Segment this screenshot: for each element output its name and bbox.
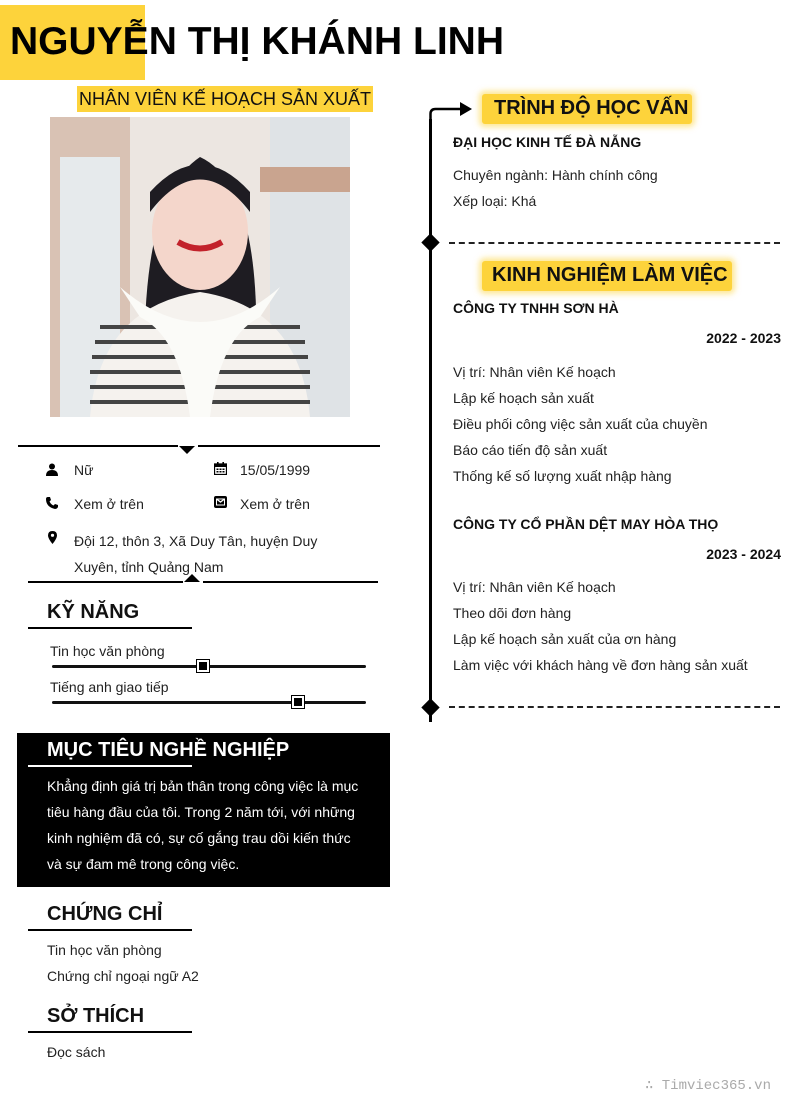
- job-title: NHÂN VIÊN KẾ HOẠCH SẢN XUẤT: [77, 86, 373, 112]
- skill-slider-track: [52, 701, 366, 704]
- watermark: ∴ Timviec365.vn: [644, 1078, 771, 1094]
- phone-value: Xem ở trên: [74, 496, 144, 512]
- portrait-image: [50, 117, 350, 417]
- triangle-down-icon: [179, 446, 195, 454]
- career-goal-underline: [28, 765, 192, 767]
- profile-photo: [50, 117, 350, 417]
- skills-heading: KỸ NĂNG: [47, 601, 140, 623]
- hobby-item: Đọc sách: [47, 1044, 106, 1060]
- skill-slider-track: [52, 665, 366, 668]
- email-value: Xem ở trên: [240, 496, 310, 512]
- certificates-underline: [28, 929, 192, 931]
- contact-top-rule-right: [198, 445, 380, 447]
- candidate-name: NGUYỄN THỊ KHÁNH LINH: [10, 20, 504, 63]
- timeline-line: [429, 119, 432, 722]
- job-company: CÔNG TY TNHH SƠN HÀ: [453, 300, 619, 316]
- timeline-arrow-icon: [426, 100, 476, 124]
- skill-label: Tin học văn phòng: [50, 643, 165, 659]
- certificate-item: Chứng chỉ ngoại ngữ A2: [47, 968, 199, 984]
- skill-label: Tiếng anh giao tiếp: [50, 679, 169, 695]
- skill-slider-knob[interactable]: [197, 660, 209, 672]
- user-icon: [45, 462, 59, 476]
- timeline-diamond-icon: [421, 233, 439, 251]
- section-divider: [449, 706, 780, 708]
- section-divider: [449, 242, 780, 244]
- career-goal-heading: MỤC TIÊU NGHỀ NGHIỆP: [47, 739, 290, 761]
- hobbies-heading: SỞ THÍCH: [47, 1005, 145, 1027]
- job-line: Báo cáo tiến độ sản xuất: [453, 442, 608, 458]
- education-heading: TRÌNH ĐỘ HỌC VẤN: [494, 97, 689, 119]
- contact-top-rule-left: [18, 445, 178, 447]
- triangle-up-icon: [184, 574, 200, 582]
- job-line: Lập kế hoạch sản xuất: [453, 390, 594, 406]
- hobbies-underline: [28, 1031, 192, 1033]
- job-line: Theo dõi đơn hàng: [453, 605, 572, 621]
- job-line: Lập kế hoạch sản xuất của ơn hàng: [453, 631, 677, 647]
- job-company: CÔNG TY CỔ PHẦN DỆT MAY HÒA THỌ: [453, 516, 719, 532]
- job-line: Thống kế số lượng xuất nhập hàng: [453, 468, 672, 484]
- job-line: Vị trí: Nhân viên Kế hoạch: [453, 579, 616, 595]
- birthday-value: 15/05/1999: [240, 462, 311, 478]
- experience-heading: KINH NGHIỆM LÀM VIỆC: [492, 264, 728, 286]
- skill-slider-knob[interactable]: [292, 696, 304, 708]
- job-period: 2022 - 2023: [706, 330, 781, 346]
- job-period: 2023 - 2024: [706, 546, 781, 562]
- skills-heading-underline: [28, 627, 192, 629]
- map-pin-icon: [45, 530, 59, 544]
- contact-bottom-rule-left: [28, 581, 183, 583]
- job-line: Làm việc với khách hàng về đơn hàng sản xuất: [453, 657, 748, 673]
- phone-icon: [45, 496, 59, 510]
- gender-value: Nữ: [74, 462, 94, 478]
- education-school: ĐẠI HỌC KINH TẾ ĐÀ NẴNG: [453, 134, 642, 150]
- address-value: Đội 12, thôn 3, Xã Duy Tân, huyện Duy Xuyên, tỉnh Quảng Nam: [74, 533, 318, 575]
- education-detail: Chuyên ngành: Hành chính công: [453, 167, 658, 183]
- job-line: Vị trí: Nhân viên Kế hoạch: [453, 364, 616, 380]
- education-detail: Xếp loại: Khá: [453, 193, 537, 209]
- timeline-diamond-icon: [421, 698, 439, 716]
- calendar-icon: [213, 461, 227, 475]
- certificates-heading: CHỨNG CHỈ: [47, 903, 163, 925]
- certificate-item: Tin học văn phòng: [47, 942, 162, 958]
- envelope-icon: [213, 495, 227, 509]
- career-goal-text: Khẳng định giá trị bản thân trong công việc là mục tiêu hàng đầu của tôi. Trong 2 năm tới, với những kinh nghiệm đã có, sự cố gắng trau dồi kiến thức và sự đam mê trong công việc.: [47, 778, 359, 872]
- job-line: Điều phối công việc sản xuất của chuyền: [453, 416, 708, 432]
- contact-bottom-rule-right: [203, 581, 378, 583]
